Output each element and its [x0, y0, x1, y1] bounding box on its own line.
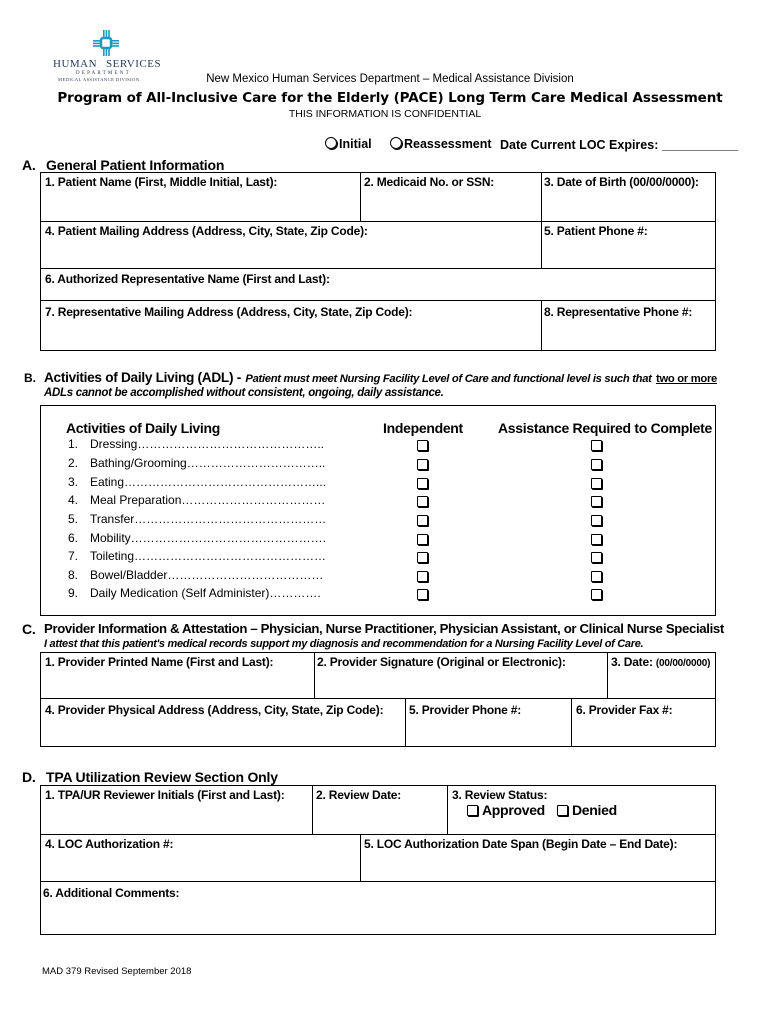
review-status-label: 3. Review Status: [452, 788, 548, 802]
provider-signature-label: 2. Provider Signature (Original or Electronic): [317, 655, 566, 669]
adl-item-label: Toileting………………………………………… [90, 549, 327, 563]
independent-checkbox[interactable] [417, 515, 428, 526]
adl-item-number: 5. [68, 512, 79, 526]
adl-item-label: Meal Preparation……………………………… [90, 493, 326, 507]
adl-item-label: Bathing/Grooming…………………………….. [90, 456, 326, 470]
assistance-checkbox[interactable] [591, 515, 602, 526]
adl-item [68, 531, 326, 545]
loc-date-span-label: 5. LOC Authorization Date Span (Begin Date – End Date): [364, 837, 678, 851]
section-b-note-underlined: two or more [656, 373, 717, 385]
loc-expires-field[interactable]: Date Current LOC Expires: ___________ [500, 138, 739, 152]
assistance-checkbox[interactable] [591, 459, 602, 470]
assistance-checkbox[interactable] [591, 552, 602, 563]
independent-checkbox[interactable] [417, 440, 428, 451]
adl-item-number: 2. [68, 456, 79, 470]
patient-name-label: 1. Patient Name (First, Middle Initial, Last): [45, 175, 278, 189]
independent-checkbox[interactable] [417, 552, 428, 563]
independent-checkbox[interactable] [417, 571, 428, 582]
section-c-letter: C. [22, 621, 36, 637]
assistance-checkbox[interactable] [591, 440, 602, 451]
reviewer-initials-label: 1. TPA/UR Reviewer Initials (First and Last): [45, 788, 285, 802]
review-date-label: 2. Review Date: [316, 788, 402, 802]
adl-item [68, 549, 326, 563]
radio-initial-icon[interactable] [325, 137, 337, 149]
approved-checkbox[interactable] [467, 805, 478, 816]
revision-note: MAD 379 Revised September 2018 [42, 966, 192, 977]
adl-item-number: 8. [68, 568, 79, 582]
section-b-note: Patient must meet Nursing Facility Level of Care and functional level is such that [245, 373, 652, 385]
independent-checkbox[interactable] [417, 478, 428, 489]
adl-item-number: 6. [68, 531, 79, 545]
representative-phone-label: 8. Representative Phone #: [544, 305, 693, 319]
option-reassessment[interactable]: Reassessment [390, 137, 492, 151]
department-line: New Mexico Human Services Department – Medical Assistance Division [206, 73, 574, 85]
adl-col-independent: Independent [383, 420, 463, 436]
provider-fax-label: 6. Provider Fax #: [576, 703, 673, 717]
provider-date-label: 3. Date: (00/00/0000) [611, 655, 711, 669]
section-d-title: TPA Utilization Review Section Only [46, 769, 278, 785]
adl-item [68, 586, 321, 600]
adl-item-number: 4. [68, 493, 79, 507]
representative-address-label: 7. Representative Mailing Address (Address, City, State, Zip Code): [45, 305, 413, 319]
adl-item-label: Bowel/Bladder………………………………… [90, 568, 324, 582]
adl-item-label: Daily Medication (Self Administer)…………. [90, 586, 321, 600]
assistance-checkbox[interactable] [591, 571, 602, 582]
adl-item [68, 437, 324, 451]
attestation-text: I attest that this patient's medical records support my diagnosis and recommendation for a Nursing Facility Level of Care. [44, 638, 644, 650]
confidential-notice: THIS INFORMATION IS CONFIDENTIAL [288, 108, 482, 120]
dob-label: 3. Date of Birth (00/00/0000): [544, 175, 699, 189]
independent-checkbox[interactable] [417, 534, 428, 545]
assistance-checkbox[interactable] [591, 478, 602, 489]
adl-col-assistance: Assistance Required to Complete [498, 420, 712, 436]
adl-item-number: 7. [68, 549, 79, 563]
adl-item-label: Eating…………………………………………... [90, 475, 327, 489]
provider-phone-label: 5. Provider Phone #: [409, 703, 522, 717]
independent-checkbox[interactable] [417, 459, 428, 470]
denied-label: Denied [572, 802, 617, 818]
approved-label: Approved [482, 802, 545, 818]
medicaid-ssn-label: 2. Medicaid No. or SSN: [364, 175, 495, 189]
logo-services: SERVICES [106, 58, 162, 70]
adl-item-number: 1. [68, 437, 79, 451]
adl-item [68, 568, 323, 582]
adl-item [68, 475, 326, 489]
section-b-letter: B. [24, 371, 36, 385]
section-b-title: Activities of Daily Living (ADL) - [44, 370, 241, 385]
adl-item [68, 512, 326, 526]
zia-sun-icon [91, 30, 121, 56]
section-c-title: Provider Information & Attestation – Physician, Nurse Practitioner, Physician Assistant, or Clinical Nurse Specialist [44, 621, 724, 636]
adl-item-label: Mobility…………………………………………. [90, 531, 327, 545]
assistance-checkbox[interactable] [591, 534, 602, 545]
radio-reassessment-icon[interactable] [390, 137, 402, 149]
section-a-letter: A. [22, 157, 36, 173]
assistance-checkbox[interactable] [591, 589, 602, 600]
provider-name-label: 1. Provider Printed Name (First and Last): [45, 655, 274, 669]
logo-mad: MEDICAL ASSISTANCE DIVISION [58, 77, 140, 82]
adl-item-label: Dressing……………………………………….. [90, 437, 325, 451]
additional-comments-label: 6. Additional Comments: [43, 886, 180, 900]
loc-authorization-label: 4. LOC Authorization #: [45, 837, 174, 851]
adl-item-number: 3. [68, 475, 79, 489]
section-a-title: General Patient Information [46, 157, 225, 173]
adl-item-label: Transfer………………………………………… [90, 512, 327, 526]
independent-checkbox[interactable] [417, 589, 428, 600]
adl-col-activity: Activities of Daily Living [66, 420, 221, 436]
section-d-letter: D. [22, 769, 36, 785]
option-initial[interactable]: Initial [325, 137, 372, 151]
section-b-header [44, 369, 717, 387]
adl-item [68, 493, 325, 507]
adl-item [68, 456, 325, 470]
logo-human: HUMAN [53, 58, 98, 70]
independent-checkbox[interactable] [417, 496, 428, 507]
provider-address-label: 4. Provider Physical Address (Address, City, State, Zip Code): [45, 703, 384, 717]
adl-item-number: 9. [68, 586, 79, 600]
assistance-checkbox[interactable] [591, 496, 602, 507]
patient-phone-label: 5. Patient Phone #: [544, 224, 648, 238]
denied-checkbox[interactable] [557, 805, 568, 816]
section-b-note-line2: ADLs cannot be accomplished without consistent, ongoing, daily assistance. [44, 387, 444, 399]
patient-address-label: 4. Patient Mailing Address (Address, City, State, Zip Code): [45, 224, 368, 238]
representative-name-label: 6. Authorized Representative Name (First and Last): [45, 272, 330, 286]
form-title: Program of All-Inclusive Care for the Elderly (PACE) Long Term Care Medical Assessment [57, 90, 723, 106]
logo-department: DEPARTMENT [76, 71, 131, 76]
